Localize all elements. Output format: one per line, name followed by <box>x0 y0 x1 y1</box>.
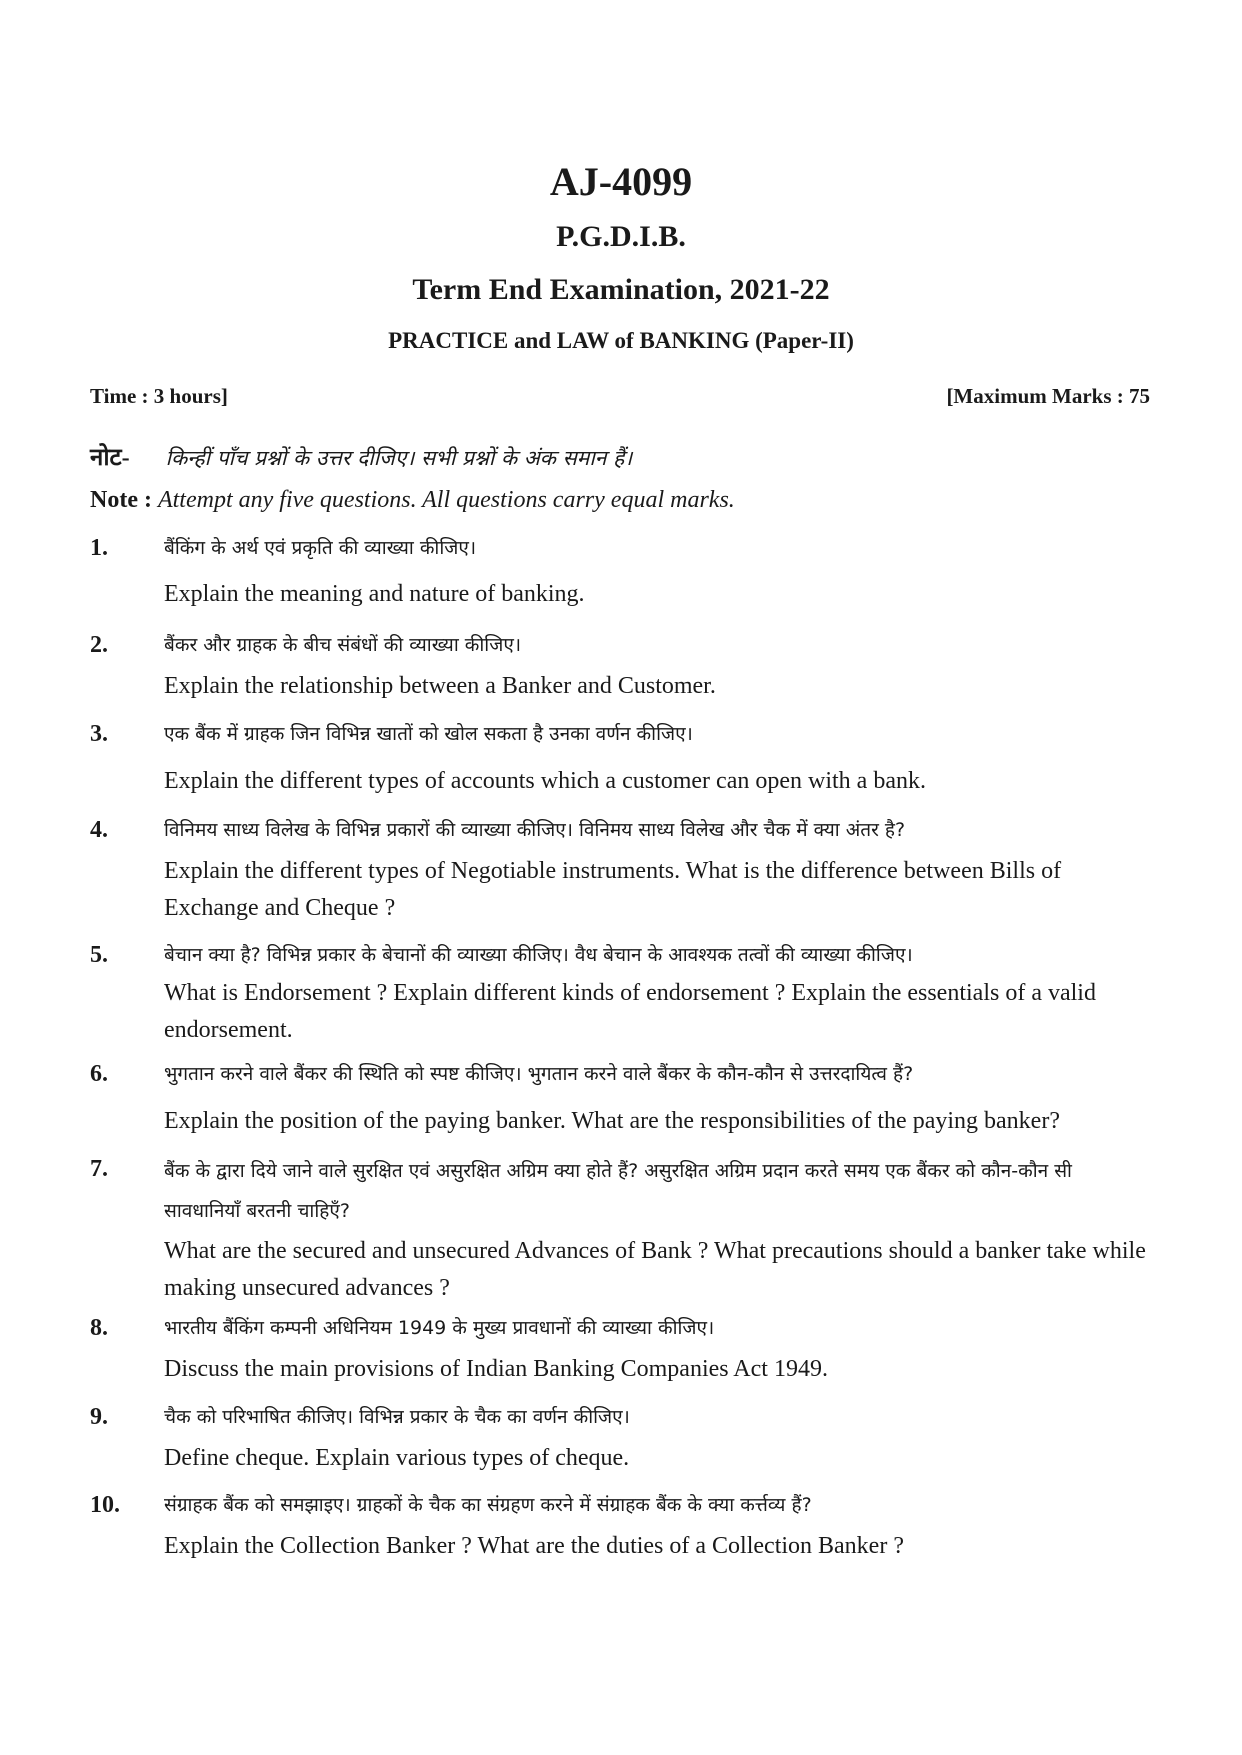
paper-title: PRACTICE and LAW of BANKING (Paper-II) <box>388 328 854 353</box>
question-number: 5. <box>90 942 108 968</box>
question-hindi: बैंकिंग के अर्थ एवं प्रकृति की व्याख्या कीजिए। <box>164 537 477 559</box>
time-allowed: Time : 3 hours] <box>90 384 228 408</box>
exam-title: Term End Examination, 2021-22 <box>412 273 830 306</box>
question-hindi: चैक को परिभाषित कीजिए। विभिन्न प्रकार के चैक का वर्णन कीजिए। <box>164 1406 630 1428</box>
question-english: Explain the different types of Negotiable instruments. What is the difference between Bills of Exchange and Cheque ? <box>164 858 1062 921</box>
question-number: 1. <box>90 535 108 561</box>
question-number: 6. <box>90 1061 108 1087</box>
question-hindi: बैंक के द्वारा दिये जाने वाले सुरक्षित एवं असुरक्षित अग्रिम क्या होते हैं? असुरक्षित अग्रिम प्रदान करते समय एक बैंकर को कौन-कौन सी सावधानियाँ बरतनी चाहिएँ? <box>164 1160 1072 1222</box>
note-english <box>90 482 1152 519</box>
question-english: Explain the Collection Banker ? What are the duties of a Collection Banker ? <box>164 1533 904 1559</box>
question-english: Explain the different types of accounts which a customer can open with a bank. <box>164 768 926 794</box>
note-hindi-text: किन्हीं पाँच प्रश्नों के उत्तर दीजिए। सभी प्रश्नों के अंक समान हैं। <box>165 446 633 470</box>
question-number: 9. <box>90 1404 108 1430</box>
question-hindi: भुगतान करने वाले बैंकर की स्थिति को स्पष्ट कीजिए। भुगतान करने वाले बैंकर के कौन-कौन से उत्तरदायित्व हैं? <box>164 1063 914 1085</box>
note-hindi <box>90 440 1152 477</box>
note-english-label: Note : <box>90 487 152 513</box>
question-hindi: एक बैंक में ग्राहक जिन विभिन्न खातों को खोल सकता है उनका वर्णन कीजिए। <box>164 723 693 745</box>
note-hindi-label: नोट- <box>90 445 130 471</box>
question-english: Explain the position of the paying banker. What are the responsibilities of the paying banker? <box>164 1108 1060 1134</box>
note-english-text: Attempt any five questions. All questions carry equal marks. <box>157 487 735 513</box>
question-number: 2. <box>90 632 108 658</box>
question-english: What is Endorsement ? Explain different kinds of endorsement ? Explain the essentials of a valid endorsement. <box>164 980 1096 1043</box>
question-number: 8. <box>90 1315 108 1341</box>
question-number: 10. <box>90 1492 120 1518</box>
question-hindi: संग्राहक बैंक को समझाइए। ग्राहकों के चैक का संग्रहण करने में संग्राहक बैंक के क्या कर्त्तव्य हैं? <box>164 1494 812 1516</box>
question-hindi: भारतीय बैंकिंग कम्पनी अधिनियम 1949 के मुख्य प्रावधानों की व्याख्या कीजिए। <box>164 1317 715 1339</box>
question-english: Define cheque. Explain various types of cheque. <box>164 1445 630 1471</box>
question-english: Discuss the main provisions of Indian Banking Companies Act 1949. <box>164 1356 828 1382</box>
paper-code: AJ-4099 <box>549 159 693 204</box>
question-english: Explain the relationship between a Banker and Customer. <box>164 673 716 699</box>
question-english: Explain the meaning and nature of banking. <box>164 581 585 607</box>
maximum-marks: [Maximum Marks : 75 <box>946 384 1150 408</box>
course-name: P.G.D.I.B. <box>556 220 686 253</box>
question-hindi: बेचान क्या है? विभिन्न प्रकार के बेचानों की व्याख्या कीजिए। वैध बेचान के आवश्यक तत्वों की व्याख्या कीजिए। <box>164 944 913 966</box>
question-english: What are the secured and unsecured Advances of Bank ? What precautions should a banker take while making unsecured advances ? <box>164 1238 1146 1301</box>
question-number: 7. <box>90 1156 108 1182</box>
question-hindi: बैंकर और ग्राहक के बीच संबंधों की व्याख्या कीजिए। <box>164 634 522 656</box>
question-number: 4. <box>90 817 108 843</box>
question-hindi: विनिमय साध्य विलेख के विभिन्न प्रकारों की व्याख्या कीजिए। विनिमय साध्य विलेख और चैक में क्या अंतर है? <box>164 819 906 841</box>
question-number: 3. <box>90 721 108 747</box>
